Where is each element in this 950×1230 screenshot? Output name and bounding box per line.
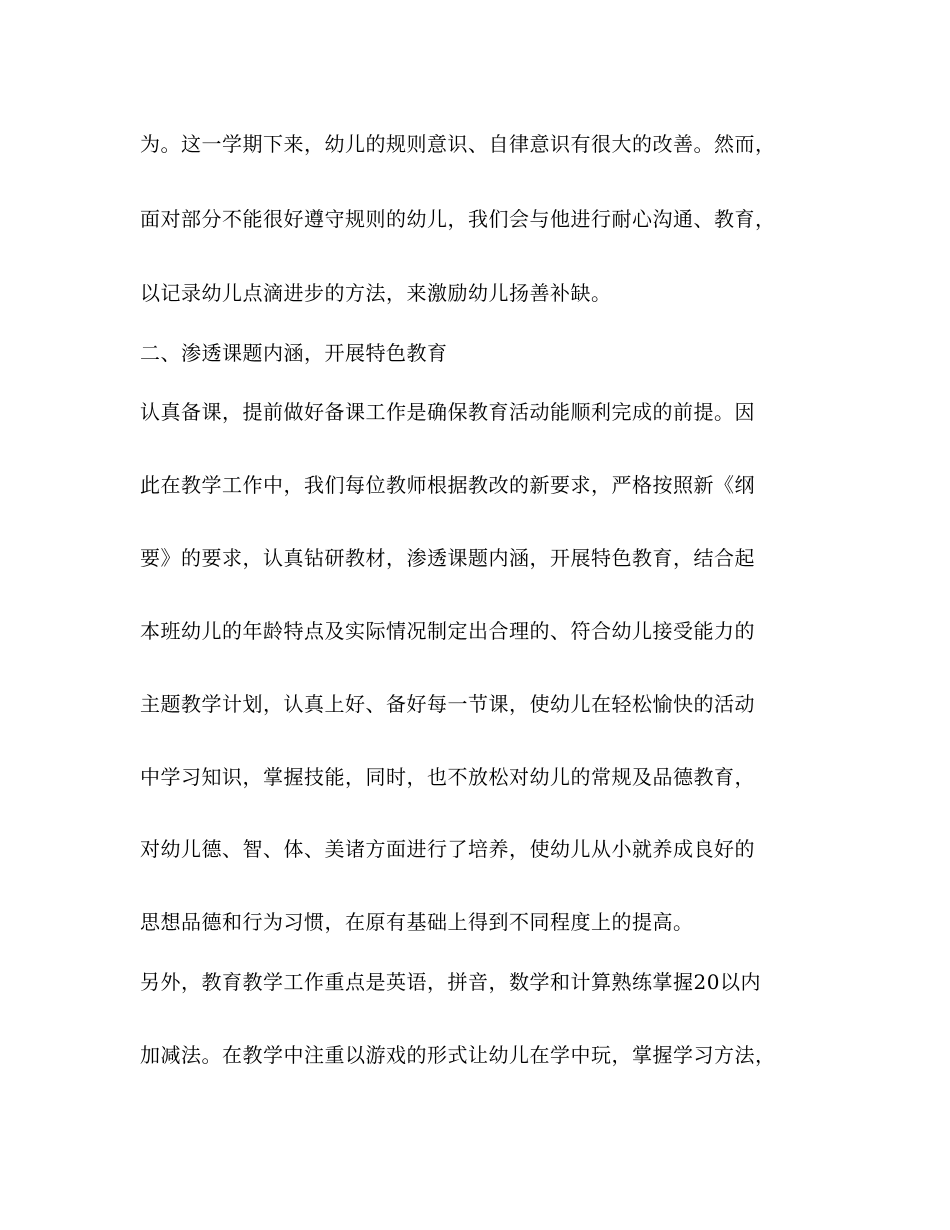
paragraph-line: 对幼儿德、智、体、美诸方面进行了培养，使幼儿从小就养成良好的 [140,837,755,861]
paragraph-line: 面对部分不能很好遵守规则的幼儿，我们会与他进行耐心沟通、教育， [140,207,776,231]
paragraph-line: 认真备课，提前做好备课工作是确保教育活动能顺利完成的前提。因 [140,400,755,424]
section-heading: 二、渗透课题内涵，开展特色教育 [140,341,448,365]
paragraph-line: 中学习知识，掌握技能，同时，也不放松对幼儿的常规及品德教育， [140,765,755,789]
paragraph-line: 思想品德和行为习惯，在原有基础上得到不同程度上的提高。 [140,910,694,934]
paragraph-line: 本班幼儿的年龄特点及实际情况制定出合理的、符合幼儿接受能力的 [140,619,755,643]
paragraph-line: 此在教学工作中，我们每位教师根据教改的新要求，严格按照新《纲 [140,473,755,497]
paragraph-line: 要》的要求，认真钻研教材，渗透课题内涵，开展特色教育，结合起 [140,546,755,570]
paragraph-line: 另外，教育教学工作重点是英语，拼音，数学和计算熟练掌握20以内 [140,970,761,994]
paragraph-line: 主题教学计划，认真上好、备好每一节课，使幼儿在轻松愉快的活动 [140,692,755,716]
paragraph-line: 以记录幼儿点滴进步的方法，来激励幼儿扬善补缺。 [140,281,612,305]
paragraph-line: 加减法。在教学中注重以游戏的形式让幼儿在学中玩，掌握学习方法， [140,1043,776,1067]
paragraph-line: 为。这一学期下来，幼儿的规则意识、自律意识有很大的改善。然而， [140,132,776,156]
